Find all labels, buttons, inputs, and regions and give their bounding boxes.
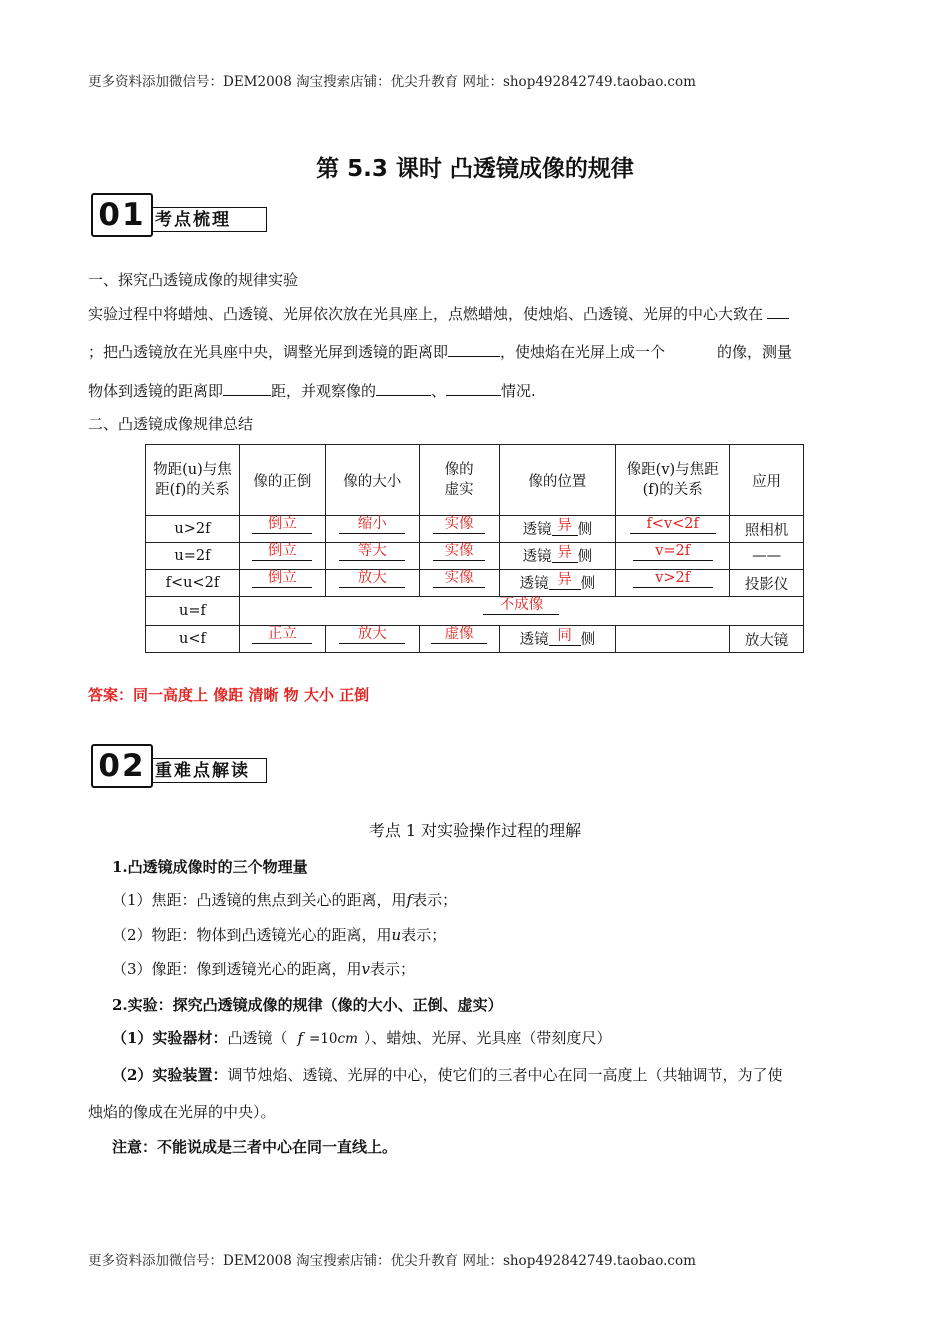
pos-suffix: 侧 [577,549,593,565]
item-text: ）、蜡烛、光屏、光具座（带刻度尺） [363,1029,612,1047]
item-label: （1）实验器材： [112,1029,228,1047]
item-setup-line-1 [112,1065,782,1085]
pos-prefix: 透镜 [522,549,552,565]
answer-orient: 正立 [252,626,312,644]
equation-value: =10 [309,1031,338,1047]
header-cell: 像距(v)与焦距(f)的关系 [616,445,730,516]
pos-prefix: 透镜 [519,632,549,648]
answer-nature: 实像 [433,543,485,561]
badge-label: 重难点解读 [151,758,267,783]
imaging-rules-table [145,444,804,653]
para-text: ；把凸透镜放在光具座中央，调整光屏到透镜的距离即 [88,343,449,361]
answer-size: 缩小 [339,516,405,534]
table-header-row [146,445,804,516]
paragraph-line-1 [88,303,789,324]
heading-quantities: 1.凸透镜成像时的三个物理量 [112,858,308,876]
answer-no-image: 不成像 [483,597,559,615]
equation-unit: cm [337,1031,358,1047]
symbol-f: f [297,1029,304,1047]
page-title: 第 5.3 课时 凸透镜成像的规律 [316,156,634,182]
pos-suffix: 侧 [580,576,596,592]
app-cell: 照相机 [730,516,804,543]
fill-blank [376,380,431,396]
answer-pos: 异 [549,572,581,590]
paragraph-line-3 [88,380,536,401]
item-text: （1）焦距：凸透镜的焦点到关心的距离，用 [112,891,407,909]
page-header: 更多资料添加微信号：DEM2008 淘宝搜索店铺：优尖升教育 网址：shop492842749.taobao.com [88,74,696,90]
answer-pos: 异 [552,545,578,563]
item-text: 表示； [370,960,416,978]
badge-number: 01 [91,193,153,237]
symbol-v: v [361,960,371,978]
item-image-distance [112,959,415,979]
answer-size: 等大 [339,543,405,561]
page-footer: 更多资料添加微信号：DEM2008 淘宝搜索店铺：优尖升教育 网址：shop492842749.taobao.com [88,1253,696,1269]
item-object-distance [112,925,446,945]
fill-blank [448,341,500,357]
app-cell: —— [730,543,804,570]
pos-prefix: 透镜 [522,522,552,538]
subtitle: 考点 1 对实验操作过程的理解 [368,821,582,840]
app-cell: 放大镜 [730,626,804,653]
item-text: 凸透镜（ [227,1029,288,1047]
answer-nature: 实像 [433,570,485,588]
item-text: 调节烛焰、透镜、光屏的中心，使它们的三者中心在同一高度上（共轴调节，为了使 [227,1066,783,1084]
item-text: 表示； [412,891,458,909]
pos-prefix: 透镜 [519,576,549,592]
answer-pos: 异 [552,518,578,536]
header-cell: 像的大小 [325,445,419,516]
pos-suffix: 侧 [580,632,596,648]
badge-number: 02 [91,744,153,788]
para-text: 物体到透镜的距离即 [88,382,224,400]
para-text: 实验过程中将蜡烛、凸透镜、光屏依次放在光具座上，点燃蜡烛，使烛焰、凸透镜、光屏的中心大致在 [88,305,764,323]
table-row [146,597,804,626]
heading-summary: 二、凸透镜成像规律总结 [88,415,254,433]
v-cell [616,626,730,653]
item-text: 表示； [401,926,447,944]
badge-label: 考点梳理 [151,207,267,232]
cond-cell: u=2f [146,543,240,570]
app-cell: 投影仪 [730,570,804,597]
answer-orient: 倒立 [252,516,312,534]
para-text: 情况. [501,382,536,400]
heading-experiment: 一、探究凸透镜成像的规律实验 [88,271,299,289]
answer-size: 放大 [339,570,405,588]
fill-blank [223,380,271,396]
para-text: 的像，测量 [717,343,793,361]
cond-cell: f<u<2f [146,570,240,597]
item-label: （2）实验装置： [112,1066,228,1084]
para-text: ，使烛焰在光屏上成一个 [500,343,666,361]
table-row [146,626,804,653]
header-cell: 像的位置 [499,445,616,516]
header-cell: 物距(u)与焦距(f)的关系 [146,445,240,516]
answer-nature: 虚像 [431,626,487,644]
item-setup-line-2: 烛焰的像成在光屏的中央）。 [88,1103,276,1121]
answer-v: v>2f [633,570,713,588]
pos-suffix: 侧 [577,522,593,538]
item-text: （3）像距：像到透镜光心的距离，用 [112,960,362,978]
table-row [146,516,804,543]
item-text: （2）物距：物体到凸透镜光心的距离，用 [112,926,392,944]
answer-nature: 实像 [433,516,485,534]
para-text: 距，并观察像的 [271,382,377,400]
answer-orient: 倒立 [252,543,312,561]
symbol-f: f [406,891,413,909]
table-row [146,570,804,597]
symbol-u: u [391,926,402,944]
item-focal-length [112,890,457,910]
section-badge-02 [91,744,269,786]
answer-orient: 倒立 [252,570,312,588]
fill-blank [767,303,789,319]
answer-v: v=2f [633,543,713,561]
cond-cell: u>2f [146,516,240,543]
paragraph-line-2 [88,341,792,362]
section-badge-01 [91,193,269,235]
answer-v: f<v<2f [630,516,716,534]
heading-experiment-2: 2.实验：探究凸透镜成像的规律（像的大小、正倒、虚实） [112,996,503,1014]
para-text: 、 [431,382,447,400]
answer-line: 答案：同一高度上 像距 清晰 物 大小 正倒 [88,686,370,704]
table-row [146,543,804,570]
header-cell: 应用 [730,445,804,516]
cond-cell: u=f [146,597,240,626]
note-line: 注意：不能说成是三者中心在同一直线上。 [112,1138,398,1156]
answer-pos: 同 [549,628,581,646]
header-cell: 像的虚实 [419,445,499,516]
header-cell: 像的正倒 [239,445,325,516]
item-equipment [112,1028,611,1049]
answer-size: 放大 [339,626,405,644]
cond-cell: u<f [146,626,240,653]
fill-blank [446,380,501,396]
